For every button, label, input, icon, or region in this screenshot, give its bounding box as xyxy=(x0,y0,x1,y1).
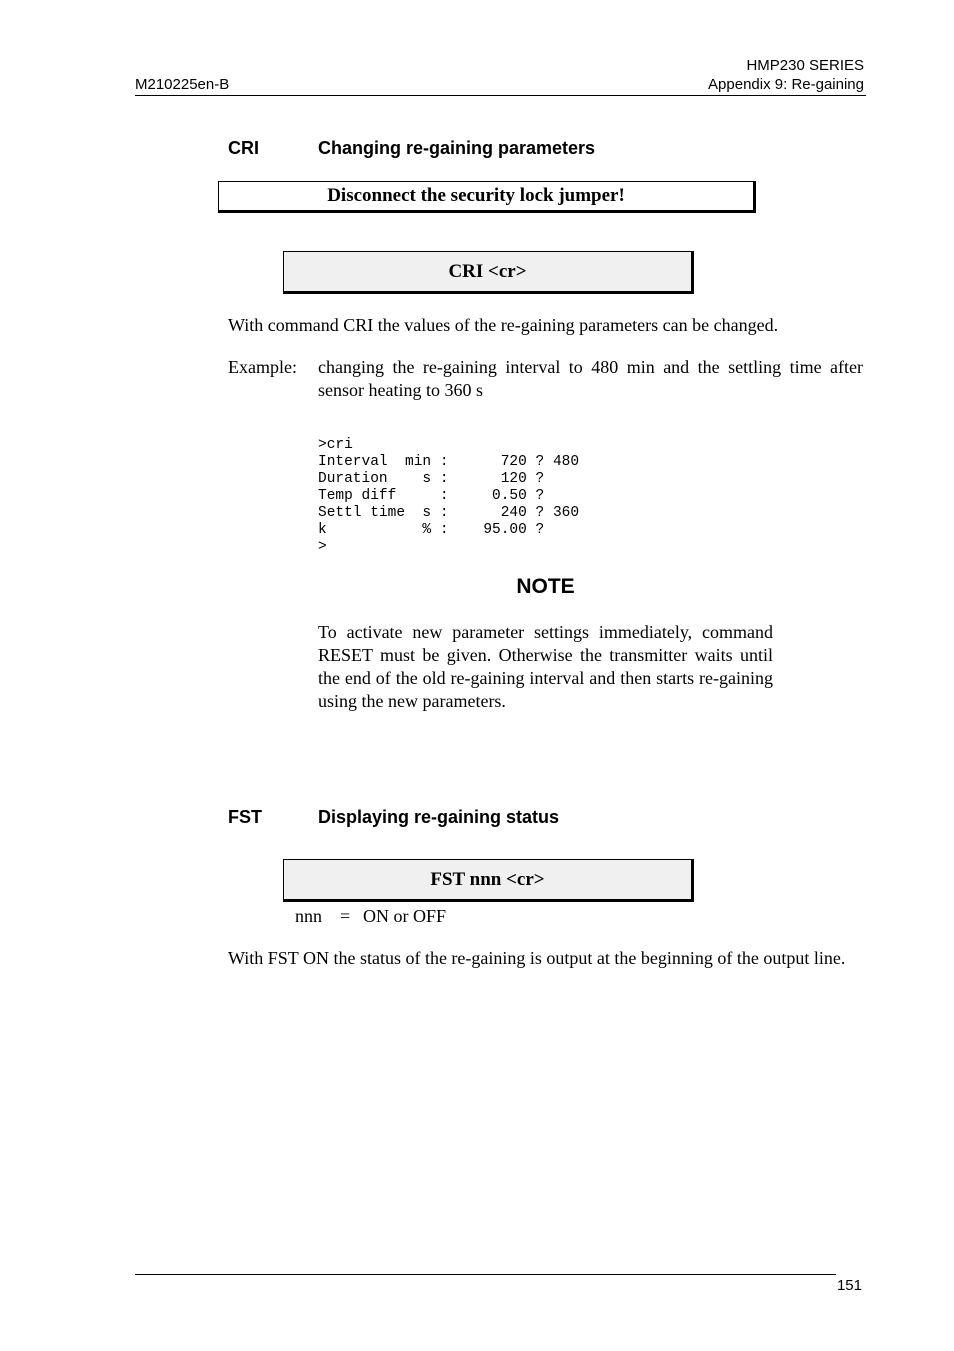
cri-command-text: CRI <cr> xyxy=(448,260,527,282)
example-label: Example: xyxy=(228,357,297,377)
footer-rule xyxy=(135,1274,836,1275)
warning-box xyxy=(218,181,756,213)
code-line: > xyxy=(318,539,327,555)
param-name: nnn xyxy=(295,906,322,926)
note-title: NOTE xyxy=(516,575,575,598)
cri-section-code: CRI xyxy=(228,138,259,158)
cri-section-title: Changing re-gaining parameters xyxy=(318,138,596,158)
example-text: changing the re-gaining interval to 480 min and the settling time after sensor heating to 360 s xyxy=(318,357,863,400)
cri-command-box xyxy=(283,251,694,294)
fst-command-box xyxy=(283,859,694,902)
param-value: ON or OFF xyxy=(363,906,447,926)
running-header-right xyxy=(708,56,864,94)
param-equals: = xyxy=(340,906,351,926)
note-text: To activate new parameter settings immediately, command RESET must be given. Otherwise the transmitter waits until the end of the old re-gaining interval and then starts re-gaining using the new parameters. xyxy=(318,622,773,711)
code-line: >cri xyxy=(318,437,353,453)
fst-command-text: FST nnn <cr> xyxy=(430,868,545,890)
code-line: Temp diff : 0.50 ? xyxy=(318,488,545,504)
fst-description: With FST ON the status of the re-gaining is output at the beginning of the output line. xyxy=(228,948,846,968)
appendix-title: Appendix 9: Re-gaining xyxy=(708,76,864,93)
code-line: Interval min : 720 ? 480 xyxy=(318,454,580,470)
code-line: k % : 95.00 ? xyxy=(318,522,545,538)
page-number: 151 xyxy=(836,1277,862,1294)
fst-section-code: FST xyxy=(228,807,262,827)
cri-description: With command CRI the values of the re-gaining parameters can be changed. xyxy=(228,315,779,335)
warning-text: Disconnect the security lock jumper! xyxy=(327,185,625,206)
document-id: M210225en-B xyxy=(135,76,230,93)
terminal-output xyxy=(318,420,579,573)
code-line: Duration s : 120 ? xyxy=(318,471,545,487)
series-title: HMP230 SERIES xyxy=(746,57,864,74)
fst-section-title: Displaying re-gaining status xyxy=(318,807,560,827)
header-rule xyxy=(135,95,866,96)
code-line: Settl time s : 240 ? 360 xyxy=(318,505,580,521)
